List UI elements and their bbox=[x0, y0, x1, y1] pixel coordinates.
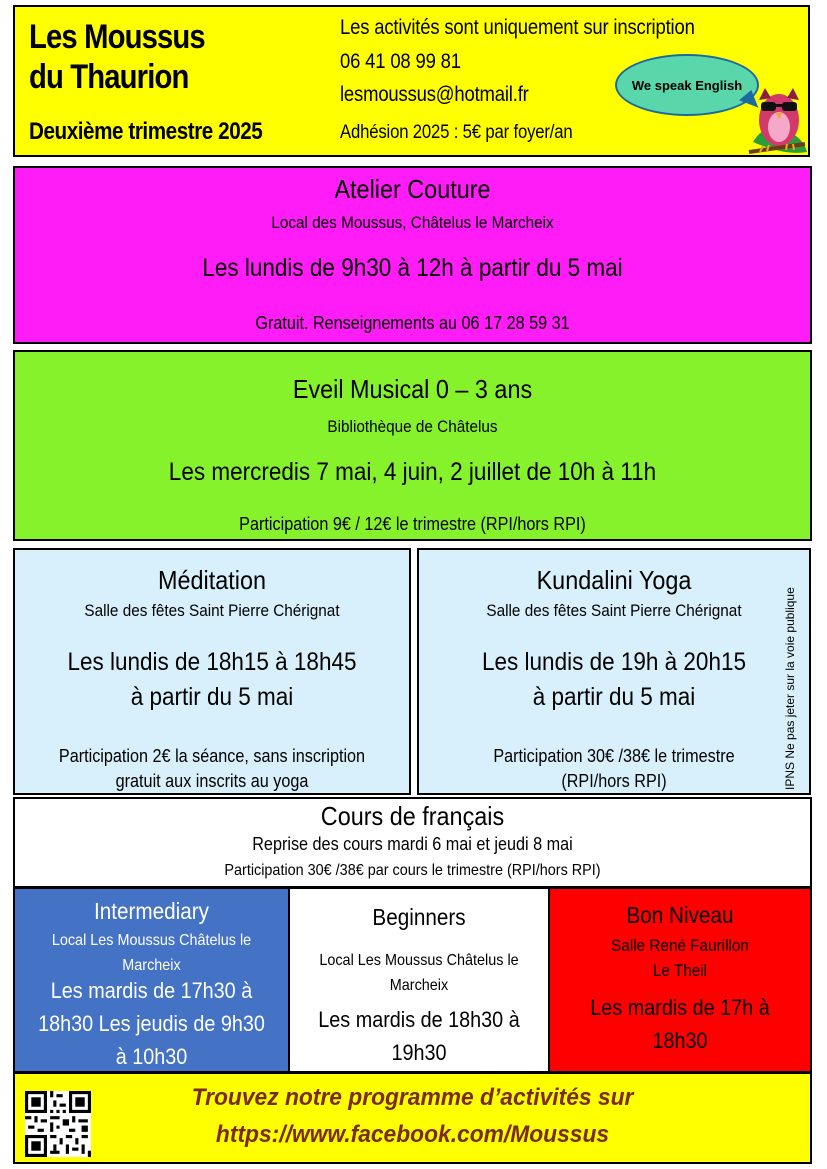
facebook-link[interactable]: https://www.facebook.com/Moussus bbox=[215, 1121, 610, 1148]
francais-reprise: Reprise des cours mardi 6 mai et jeudi 8 mai bbox=[252, 834, 573, 854]
eveil-price: Participation 9€ / 12€ le trimestre (RPI/hors RPI) bbox=[239, 514, 586, 534]
beginners-schedule-line2: 19h30 bbox=[391, 1040, 447, 1065]
eveil-title: Eveil Musical 0 – 3 ans bbox=[292, 374, 533, 404]
level-bon-niveau bbox=[548, 887, 812, 1073]
francais-title: Cours de français bbox=[320, 801, 505, 831]
yoga-schedule-line1: Les lundis de 19h à 20h15 bbox=[482, 648, 746, 676]
bon-niveau-place-line1: Salle René Faurillon bbox=[611, 936, 749, 955]
phone-number[interactable]: 06 41 08 99 81 bbox=[340, 50, 461, 73]
ipns-notice: IPNS Ne pas jeter sur la voie publique bbox=[783, 587, 797, 790]
intermediary-schedule-line3: à 10h30 bbox=[115, 1044, 188, 1069]
yoga-title: Kundalini Yoga bbox=[536, 565, 692, 595]
activity-cours-francais bbox=[13, 797, 812, 888]
yoga-schedule-line2: à partir du 5 mai bbox=[532, 683, 696, 711]
owl-with-sunglasses-icon bbox=[745, 82, 811, 158]
membership-fee: Adhésion 2025 : 5€ par foyer/an bbox=[340, 122, 573, 143]
meditation-title: Méditation bbox=[158, 565, 266, 595]
footer-banner bbox=[13, 1072, 812, 1164]
couture-place: Local des Moussus, Châtelus le Marcheix bbox=[271, 213, 554, 232]
speech-bubble-text: We speak English bbox=[631, 77, 743, 93]
registration-note: Les activités sont uniquement sur inscription bbox=[340, 16, 695, 39]
meditation-place: Salle des fêtes Saint Pierre Chérignat bbox=[84, 601, 340, 620]
intermediary-title: Intermediary bbox=[93, 898, 210, 924]
eveil-place: Bibliothèque de Châtelus bbox=[327, 417, 498, 436]
beginners-schedule-line1: Les mardis de 18h30 à bbox=[318, 1007, 520, 1032]
activity-eveil-musical bbox=[13, 350, 812, 541]
couture-schedule: Les lundis de 9h30 à 12h à partir du 5 mai bbox=[202, 254, 623, 282]
trimester-subtitle: Deuxième trimestre 2025 bbox=[29, 118, 263, 145]
bon-niveau-schedule-line1: Les mardis de 17h à bbox=[590, 995, 770, 1020]
bon-niveau-schedule-line2: 18h30 bbox=[652, 1028, 708, 1053]
activity-meditation bbox=[13, 548, 411, 795]
yoga-price-line1: Participation 30€ /38€ le trimestre bbox=[493, 746, 735, 766]
speech-bubble bbox=[615, 54, 759, 116]
level-beginners bbox=[288, 887, 550, 1073]
bon-niveau-title: Bon Niveau bbox=[626, 902, 734, 928]
beginners-place-line1: Local Les Moussus Châtelus le bbox=[319, 952, 519, 969]
brand-name-line1: Les Moussus bbox=[29, 18, 205, 56]
level-intermediary bbox=[13, 887, 290, 1073]
meditation-schedule-line2: à partir du 5 mai bbox=[130, 683, 294, 711]
header-banner bbox=[13, 5, 810, 157]
couture-title: Atelier Couture bbox=[334, 174, 491, 204]
yoga-price-line2: (RPI/hors RPI) bbox=[561, 771, 667, 791]
couture-price: Gratuit. Renseignements au 06 17 28 59 31 bbox=[255, 313, 570, 333]
meditation-price-line1: Participation 2€ la séance, sans inscription bbox=[58, 746, 366, 766]
meditation-price-line2: gratuit aux inscrits au yoga bbox=[115, 771, 309, 791]
intermediary-place-line2: Marcheix bbox=[122, 957, 181, 974]
bon-niveau-place-line2: Le Theil bbox=[652, 961, 708, 980]
email-address[interactable]: lesmoussus@hotmail.fr bbox=[340, 83, 529, 106]
francais-price: Participation 30€ /38€ par cours le trimestre (RPI/hors RPI) bbox=[224, 862, 601, 879]
intermediary-schedule-line1: Les mardis de 17h30 à bbox=[50, 978, 253, 1003]
beginners-title: Beginners bbox=[372, 904, 466, 930]
eveil-schedule: Les mercredis 7 mai, 4 juin, 2 juillet de 10h à 11h bbox=[168, 458, 657, 486]
activity-kundalini-yoga bbox=[417, 548, 811, 795]
footer-cta: Trouvez notre programme d’activités sur bbox=[191, 1084, 634, 1111]
meditation-schedule-line1: Les lundis de 18h15 à 18h45 bbox=[67, 648, 357, 676]
intermediary-place-line1: Local Les Moussus Châtelus le bbox=[51, 932, 252, 949]
activity-couture bbox=[13, 166, 812, 344]
intermediary-schedule-line2: 18h30 Les jeudis de 9h30 bbox=[38, 1011, 265, 1036]
brand-name-line2: du Thaurion bbox=[29, 58, 189, 96]
yoga-place: Salle des fêtes Saint Pierre Chérignat bbox=[486, 601, 742, 620]
beginners-place-line2: Marcheix bbox=[389, 977, 449, 994]
